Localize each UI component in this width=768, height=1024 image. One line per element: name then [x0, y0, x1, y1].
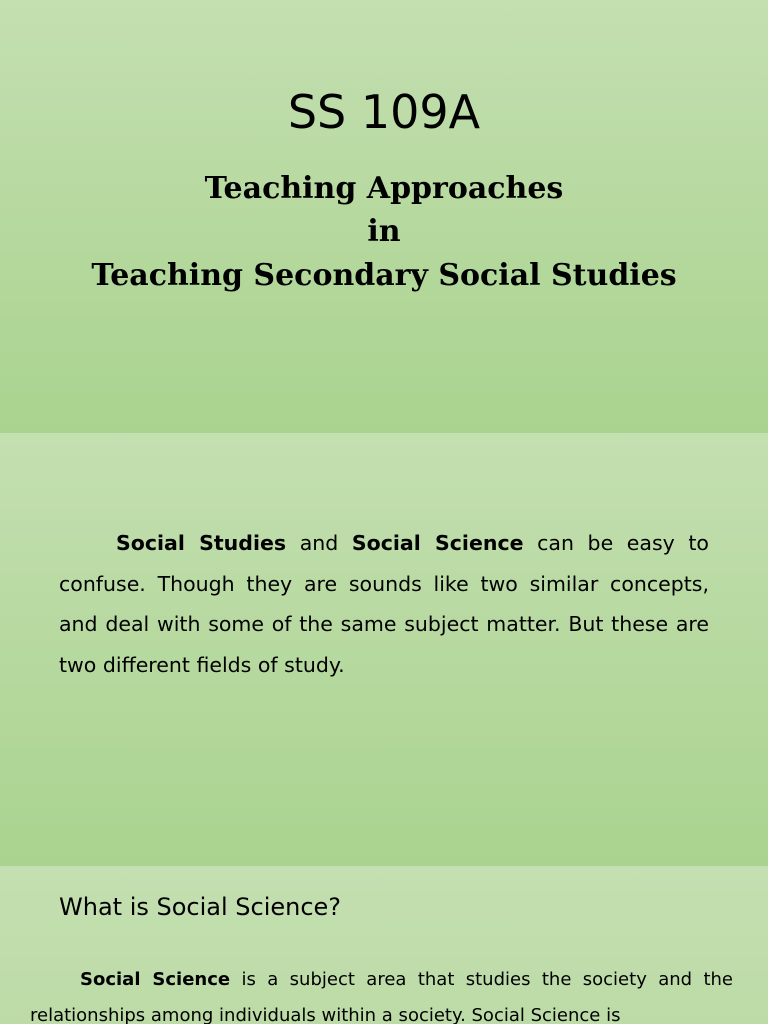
intro-text: can be easy to confuse. Though they are sounds like two similar concepts, and deal with some of the same subject matter. But these are two different fields of study.	[59, 531, 709, 677]
course-subtitle	[0, 170, 768, 292]
intro-paragraph	[59, 523, 709, 685]
intro-slide	[0, 433, 768, 866]
subtitle-line-2: in	[367, 214, 401, 249]
title-slide	[0, 0, 768, 433]
subtitle-line-1: Teaching Approaches	[204, 171, 564, 206]
definition-paragraph	[30, 962, 733, 1024]
subtitle-line-3: Teaching Secondary Social Studies	[91, 258, 677, 293]
term-social-science-def: Social Science	[80, 969, 231, 990]
connector-text: and	[299, 531, 339, 555]
course-code: SS 109A	[287, 85, 481, 139]
definition-slide	[0, 866, 768, 1024]
section-heading: What is Social Science?	[59, 893, 342, 921]
term-social-studies: Social Studies	[116, 531, 287, 555]
term-social-science: Social Science	[351, 531, 524, 555]
definition-text: is a subject area that studies the society and the relationships among individuals within a society. Social Science is	[30, 969, 733, 1024]
